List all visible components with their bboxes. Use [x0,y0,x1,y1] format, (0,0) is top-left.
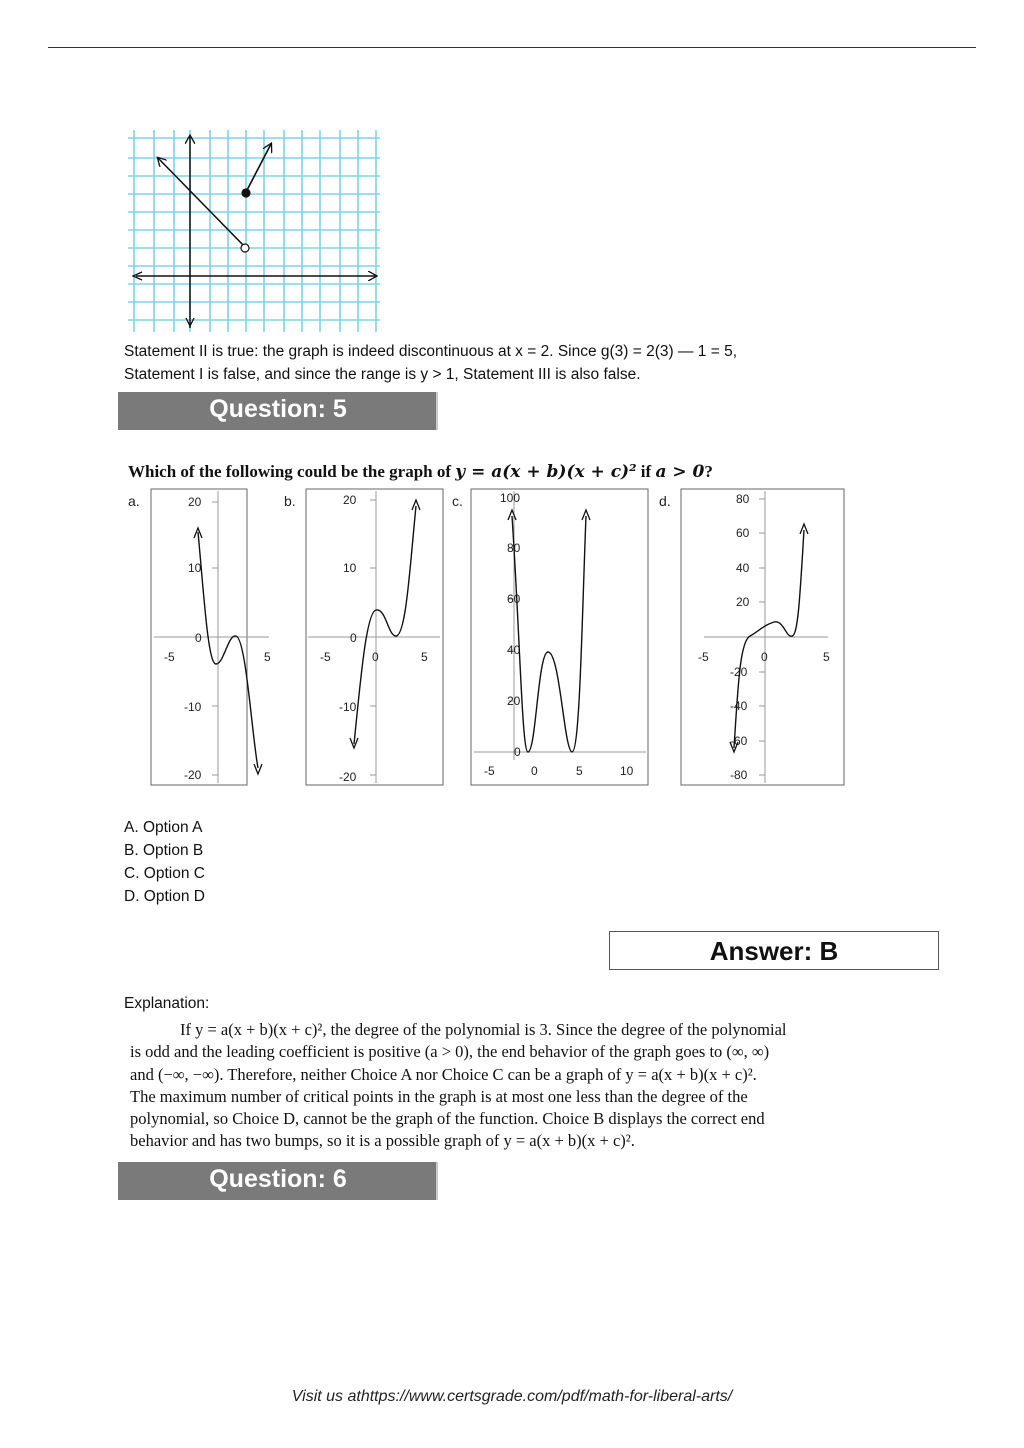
tick-label: 0 [350,631,357,645]
statement-line: Statement II is true: the graph is indeed discontinuous at x = 2. Since g(3) = 2(3) — 1 = 5, [124,343,738,360]
tick-label: -5 [164,650,175,664]
graph-c-label: c. [452,493,463,509]
tick-label: 5 [421,650,428,664]
graph-b-label: b. [284,493,296,509]
piecewise-graph [128,130,380,332]
graph-a [128,489,271,785]
explanation-text [130,1019,910,1153]
question-5-banner [118,392,438,430]
explanation-line: is odd and the leading coefficient is positive (a > 0), the end behavior of the graph goes to (∞, ∞) [130,1042,770,1062]
tick-label: 5 [576,764,583,778]
option-b: B. Option B [124,842,204,859]
answer-box [609,931,939,970]
tick-label: -5 [320,650,331,664]
explanation-line: If y = a(x + b)(x + c)², the degree of the polynomial is 3. Since the degree of the polynomial [180,1020,787,1039]
tick-label: 0 [531,764,538,778]
question-6-title: Question: 6 [209,1165,347,1193]
tick-label: 20 [343,493,357,507]
graph-b [284,489,443,785]
tick-label: 20 [736,595,750,609]
option-d: D. Option D [124,888,205,905]
header-rule [48,47,976,48]
tick-label: 10 [620,764,634,778]
tick-label: 20 [188,495,202,509]
question-5-prompt: Which of the following could be the graph of y = a(x + b)(x + c)² if a > 0? [128,462,713,482]
tick-label: 80 [507,541,521,555]
tick-label: 60 [507,592,521,606]
graph-c [452,489,648,785]
tick-label: 0 [761,650,768,664]
tick-label: 40 [736,561,750,575]
tick-label: 5 [264,650,271,664]
previous-explanation [124,340,884,386]
option-a: A. Option A [124,819,203,836]
tick-label: -20 [184,768,202,782]
tick-label: 80 [736,492,750,506]
tick-label: -5 [698,650,709,664]
graph-d-label: d. [659,493,671,509]
tick-label: -80 [730,768,748,782]
footer-link[interactable]: Visit us athttps://www.certsgrade.com/pdf/math-for-liberal-arts/ [291,1388,733,1405]
question-6-banner [118,1162,438,1200]
graph-d [659,489,844,785]
graph-a-label: a. [128,493,140,509]
tick-label: 20 [507,694,521,708]
tick-label: 5 [823,650,830,664]
explanation-label: Explanation: [124,995,210,1012]
tick-label: 100 [500,491,521,505]
formula: y = a(x + b)(x + c)² [455,462,637,482]
statement-line: Statement I is false, and since the range is y > 1, Statement III is also false. [124,366,641,383]
answer-text: Answer: B [709,936,839,966]
tick-label: 10 [343,561,357,575]
explanation-line: The maximum number of critical points in the graph is at most one less than the degree of the [130,1086,748,1106]
tick-label: -40 [730,699,748,713]
explanation-line: behavior and has two bumps, so it is a possible graph of y = a(x + b)(x + c)². [130,1131,635,1151]
tick-label: 0 [514,745,521,759]
tick-label: -10 [339,700,357,714]
tick-label: 40 [507,643,521,657]
tick-label: -5 [484,764,495,778]
tick-label: -60 [730,734,748,748]
option-c: C. Option C [124,865,205,882]
answer-options [124,816,205,908]
condition: a > 0 [655,462,705,482]
tick-label: 60 [736,526,750,540]
question-5-title: Question: 5 [209,395,347,423]
tick-label: -20 [730,665,748,679]
explanation-line: polynomial, so Choice D, cannot be the graph of the function. Choice B displays the correct end [130,1109,765,1129]
explanation-line: and (−∞, −∞). Therefore, neither Choice A nor Choice C can be a graph of y = a(x + b)(x + c)². [130,1064,757,1084]
answer-graphs [124,486,854,788]
tick-label: 0 [195,631,202,645]
tick-label: -10 [184,700,202,714]
tick-label: 10 [188,561,202,575]
tick-label: -20 [339,770,357,784]
tick-label: 0 [372,650,379,664]
